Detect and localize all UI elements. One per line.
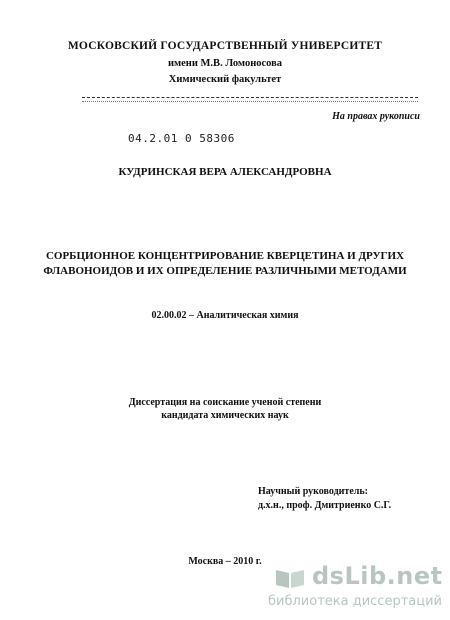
thesis-title-line-2: ФЛАВОНОИДОВ И ИХ ОПРЕДЕЛЕНИЕ РАЗЛИЧНЫМИ МЕТОДАМИ xyxy=(43,265,407,277)
book-icon xyxy=(274,566,306,590)
degree-statement-line-2: кандидата химических наук xyxy=(161,410,289,421)
faculty-name: Химический факультет xyxy=(168,74,282,85)
specialty-code: 02.00.02 – Аналитическая химия xyxy=(151,310,299,321)
named-after: имени М.В. Ломоносова xyxy=(167,58,283,69)
author-name: КУДРИНСКАЯ ВЕРА АЛЕКСАНДРОВНА xyxy=(118,166,332,178)
archive-stamp: 04.2.01 0 58306 xyxy=(128,132,235,145)
supervisor-name: д.х.н., проф. Дмитриенко С.Г. xyxy=(258,500,392,511)
header-divider-secondary xyxy=(82,101,418,102)
city-year: Москва – 2010 г. xyxy=(188,556,262,567)
university-name: МОСКОВСКИЙ ГОСУДАРСТВЕННЫЙ УНИВЕРСИТЕТ xyxy=(67,40,383,52)
manuscript-rights-note: На правах рукописи xyxy=(332,111,420,122)
watermark xyxy=(268,562,444,614)
header-divider xyxy=(82,97,418,98)
watermark-logo: dsLib.net xyxy=(312,562,443,590)
degree-statement-line-1: Диссертация на соискание ученой степени xyxy=(128,397,322,408)
thesis-title-line-1: СОРБЦИОННОЕ КОНЦЕНТРИРОВАНИЕ КВЕРЦЕТИНА И ДРУГИХ xyxy=(45,250,405,262)
supervisor-label: Научный руководитель: xyxy=(258,486,368,497)
watermark-subtitle: библиотека диссертаций xyxy=(268,594,442,609)
